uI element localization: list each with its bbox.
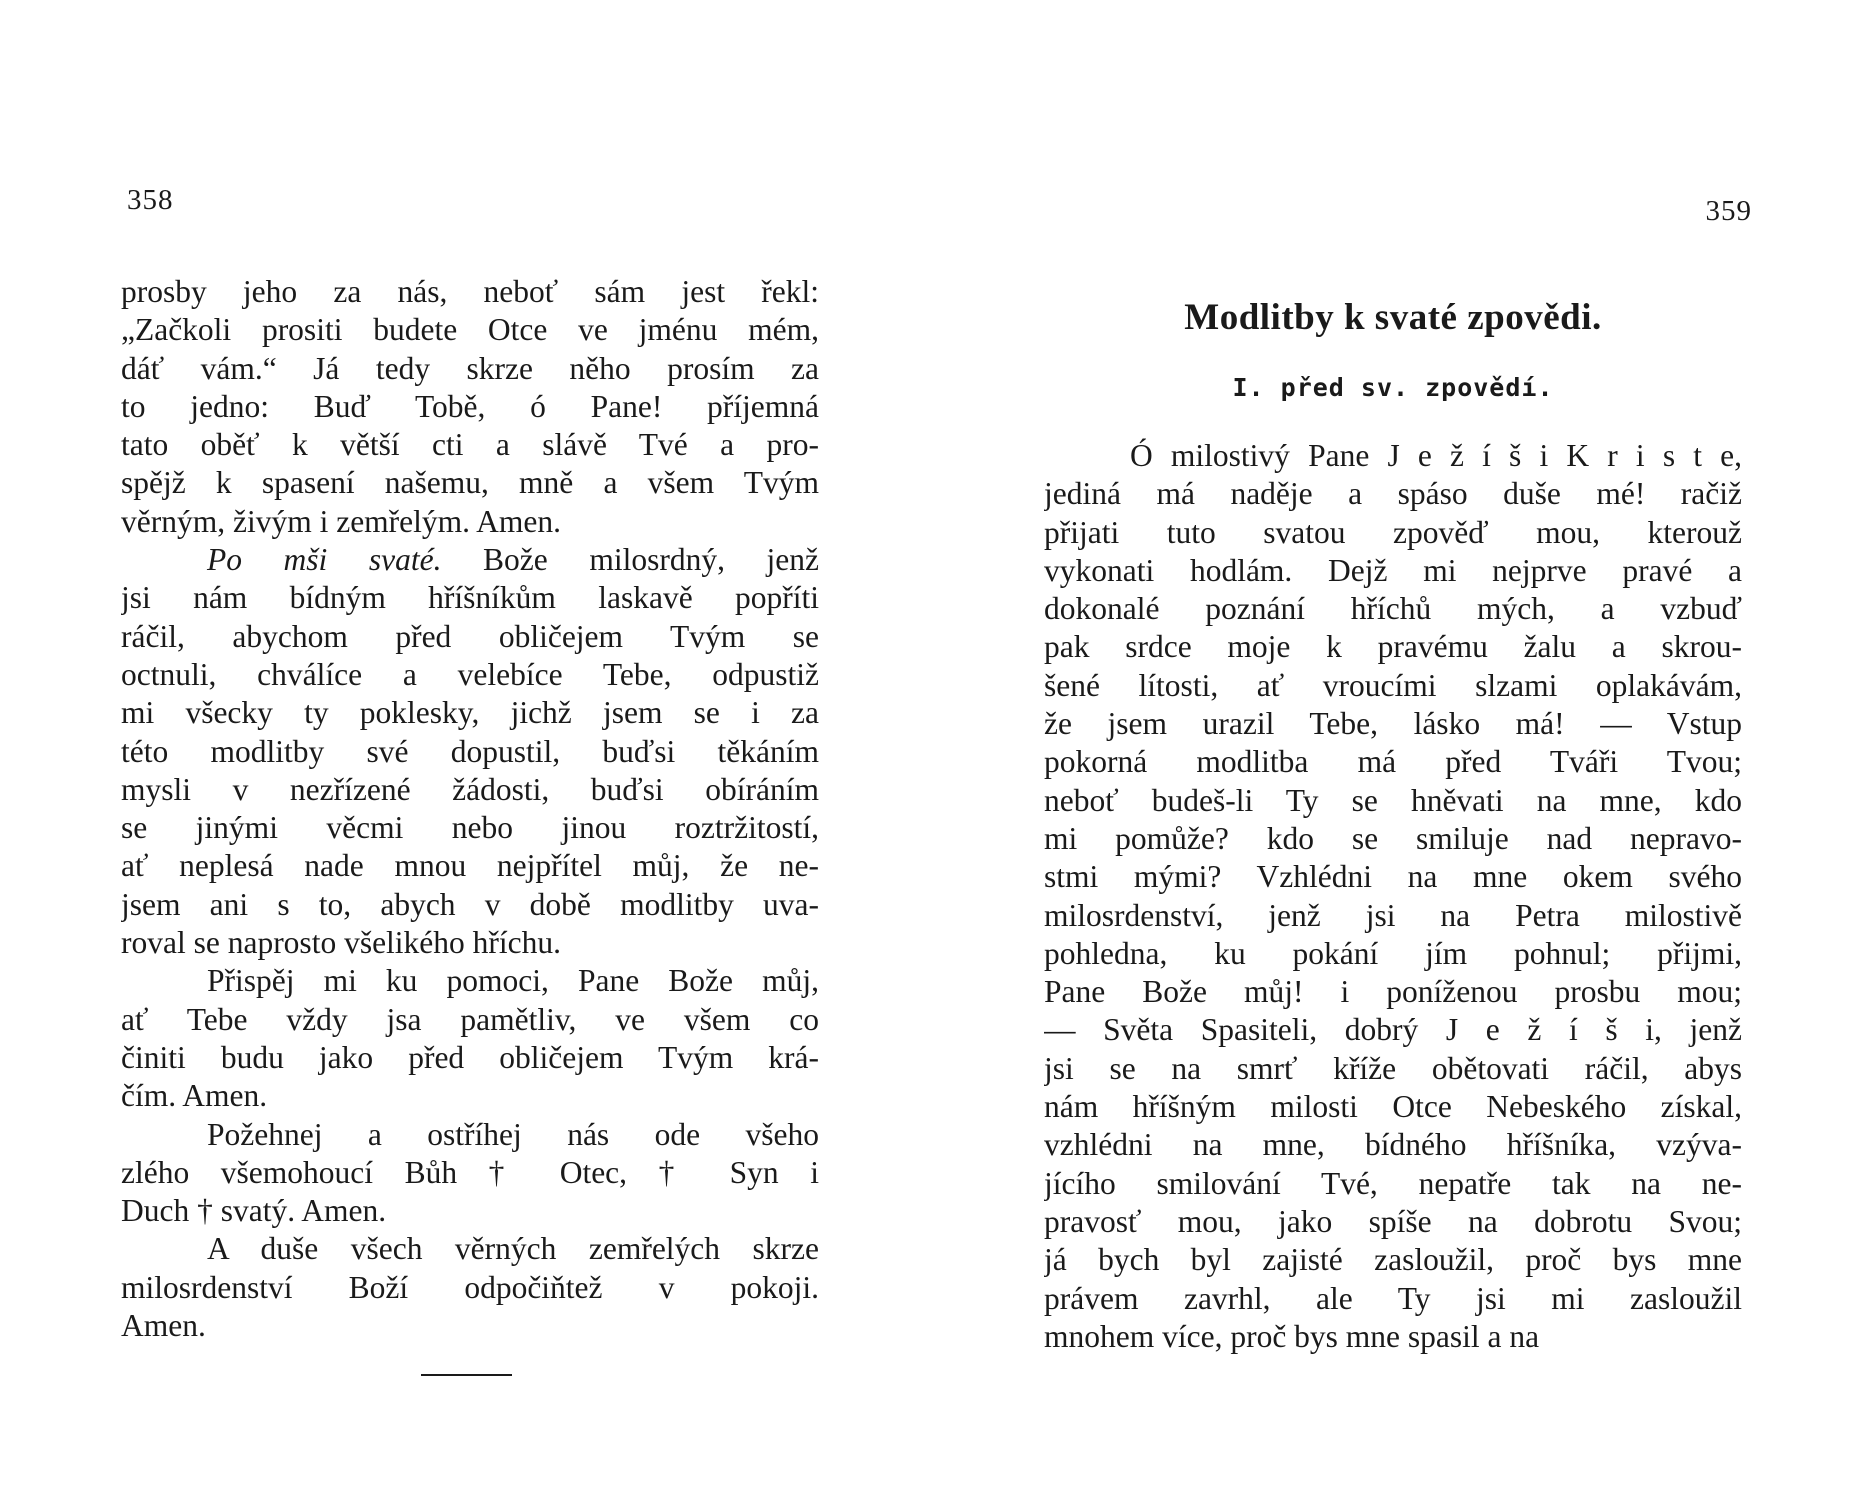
paragraph	[121, 1116, 819, 1231]
text-line: milosrdenství Boží odpočiňtež v pokoji.	[121, 1269, 819, 1305]
text-line: se jinými věcmi nebo jinou roztržitostí,	[121, 810, 819, 846]
text-line: mnohem více, proč bys mne spasil a na	[1044, 1318, 1540, 1354]
paragraph	[121, 962, 819, 1115]
text-line: já bych byl zajisté zasloužil, proč bys mne	[1044, 1242, 1742, 1278]
text-line: jícího smilování Tvé, nepatře tak na ne-	[1044, 1165, 1742, 1201]
text-line: zlého všemohoucí Bůh † Otec, † Syn i	[121, 1154, 819, 1190]
paragraph	[121, 1230, 819, 1345]
text-line: jsi nám bídným hříšníkům laskavě popříti	[121, 580, 819, 616]
text-line: nám hříšným milosti Otce Nebeského získal,	[1044, 1089, 1742, 1125]
text-line: přijati tuto svatou zpověď mou, kterouž	[1044, 514, 1742, 550]
text-line: tato oběť k větší cti a slávě Tvé a pro-	[121, 427, 819, 463]
text-line: milosrdenství, jenž jsi na Petra milostivě	[1044, 897, 1742, 933]
paragraph-continuation	[121, 579, 819, 962]
text-line: to jedno: Buď Tobě, ó Pane! příjemná	[121, 388, 819, 424]
text-line: dokonalé poznání hříchů mých, a vzbuď	[1044, 591, 1742, 627]
text-line: Přispěj mi ku pomoci, Pane Bože můj,	[207, 963, 819, 999]
paragraph	[1044, 437, 1742, 1356]
text-line: mi pomůže? kdo se smiluje nad nepravo-	[1044, 820, 1742, 856]
text-line: jediná má naděje a spáso duše mé! račiž	[1044, 476, 1742, 512]
text-line: této modlitby své dopustil, buďsi těkáním	[121, 733, 819, 769]
text-line: „Začkoli prositi budete Otce ve jménu mém,	[121, 312, 819, 348]
text-line: pokorná modlitba má před Tváři Tvou;	[1044, 744, 1742, 780]
text-line: jsem ani s to, abych v době modlitby uva-	[121, 886, 819, 922]
right-page-text	[1044, 437, 1742, 1356]
text-line: mi všecky ty poklesky, jichž jsem se i za	[121, 695, 819, 731]
text-line: — Světa Spasiteli, dobrý J e ž í š i, jenž	[1044, 1012, 1742, 1048]
paragraph	[121, 273, 819, 541]
section-divider	[421, 1374, 512, 1376]
text-line: ať Tebe vždy jsa pamětliv, ve všem co	[121, 1001, 819, 1037]
italic-heading: Po mši svaté.	[207, 542, 442, 578]
right-page	[927, 0, 1854, 1500]
text-line: pravosť mou, jako spíše na dobrotu Svou;	[1044, 1203, 1742, 1239]
text-line: ráčil, abychom před obličejem Tvým se	[121, 618, 819, 654]
text-line: Pane Bože můj! i poníženou prosbu mou;	[1044, 974, 1742, 1010]
paragraph-po-msi-svate	[121, 541, 819, 962]
text-line: že jsem urazil Tebe, lásko má! — Vstup	[1044, 706, 1742, 742]
text-line: pak srdce moje k pravému žalu a skrou-	[1044, 629, 1742, 665]
text-line: Ó milostivý Pane J e ž í š i K r i s t e,	[1130, 438, 1742, 473]
text-line: Amen.	[121, 1308, 206, 1344]
text-line: právem zavrhl, ale Ty jsi mi zasloužil	[1044, 1280, 1742, 1316]
text-line: pohledna, ku pokání jím pohnul; přijmi,	[1044, 935, 1742, 971]
text-line: stmi mými? Vzhlédni na mne okem svého	[1044, 859, 1742, 895]
text-line: Duch † svatý. Amen.	[121, 1193, 387, 1229]
text-line	[121, 541, 819, 579]
text-line: prosby jeho za nás, neboť sám jest řekl:	[121, 274, 819, 309]
text-line: dáť vám.“ Já tedy skrze něho prosím za	[121, 350, 819, 386]
text-line: roval se naprosto všelikého hříchu.	[121, 925, 562, 961]
text-line: čím. Amen.	[121, 1078, 268, 1114]
text-line: šené lítosti, ať vroucími slzami oplakávám,	[1044, 667, 1742, 703]
text-line: mysli v nezřízené žádosti, buďsi obíráním	[121, 771, 819, 807]
text-line: Požehnej a ostříhej nás ode všeho	[207, 1116, 819, 1152]
text-line: činiti budu jako před obličejem Tvým krá-	[121, 1039, 819, 1075]
text-line: věrným, živým i zemřelým. Amen.	[121, 503, 562, 539]
text-line: neboť budeš-li Ty se hněvati na mne, kdo	[1044, 782, 1742, 818]
text-line: ať neplesá nade mnou nejpřítel můj, že ne-	[121, 848, 819, 884]
page-number-right: 359	[1705, 195, 1752, 227]
text-line: A duše všech věrných zemřelých skrze	[207, 1231, 819, 1267]
section-subtitle: I. před sv. zpovědí.	[1232, 373, 1554, 402]
text-line: octnuli, chválíce a velebíce Tebe, odpustiž	[121, 656, 819, 692]
text-line: vykonati hodlám. Dejž mi nejprve pravé a	[1044, 552, 1742, 588]
section-title: Modlitby k svaté zpovědi.	[1184, 297, 1602, 338]
text-line: vzhlédni na mne, bídného hříšníka, vzýva-	[1044, 1127, 1742, 1163]
left-page-text	[121, 273, 819, 1345]
text-line: spějž k spasení našemu, mně a všem Tvým	[121, 465, 819, 501]
page-number-left: 358	[127, 184, 174, 216]
text-line: jsi se na smrť kříže obětovati ráčil, abys	[1044, 1050, 1742, 1086]
line-text: Bože milosrdný, jenž	[441, 542, 819, 578]
